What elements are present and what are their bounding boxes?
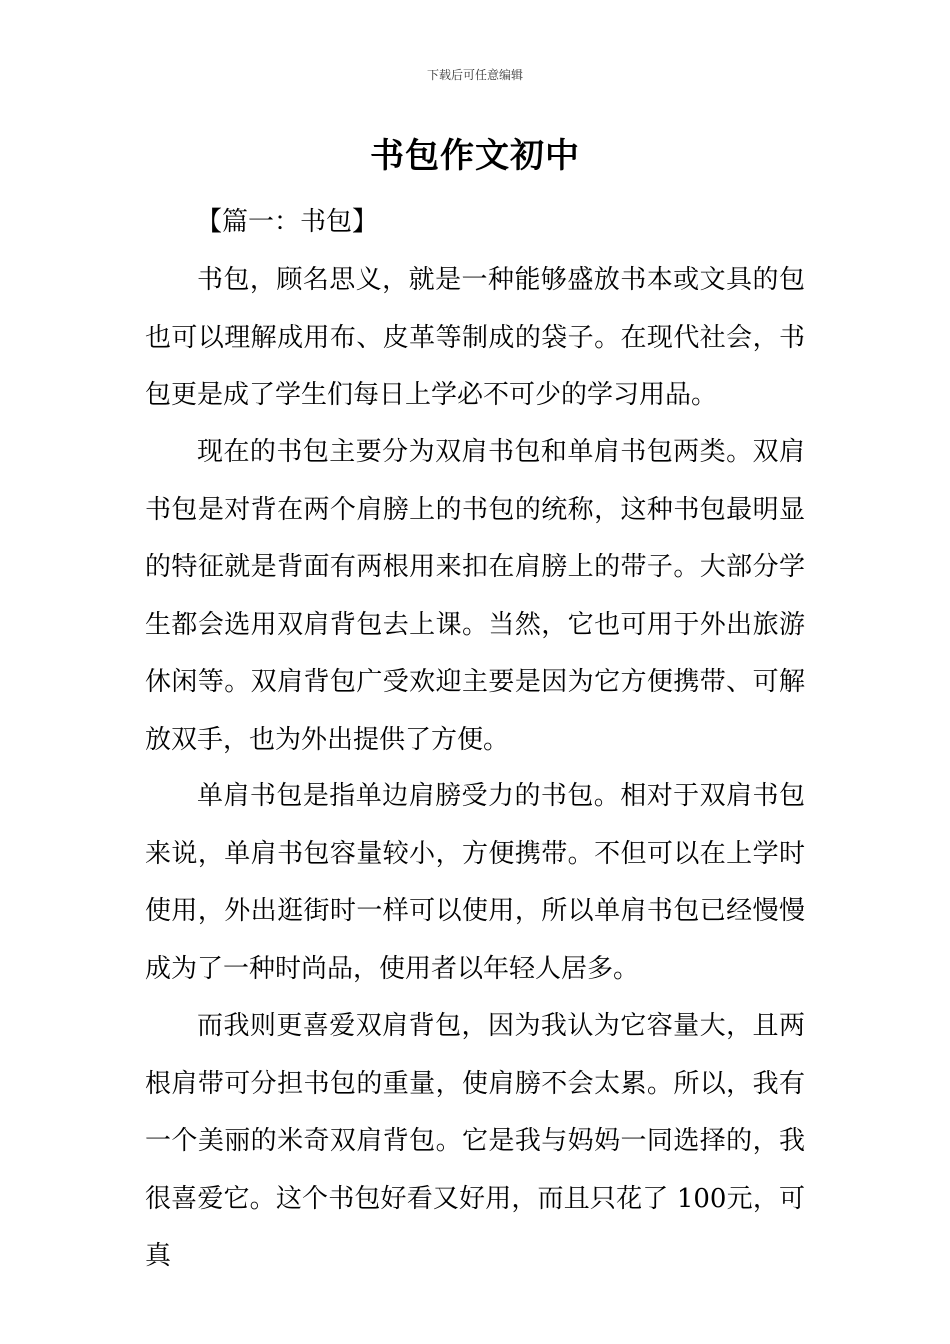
- paragraph-4: 而我则更喜爱双肩背包，因为我认为它容量大，且两根肩带可分担书包的重量，使肩膀不会太累。所以，我有一个美丽的米奇双肩背包。它是我与妈妈一同选择的，我很喜爱它。这个书包好看又好用，而且只花了 100元，可真: [145, 1011, 805, 1271]
- header-note: 下载后可任意编辑: [426, 68, 523, 82]
- page-title: 书包作文初中: [370, 136, 580, 176]
- paragraph-2: 现在的书包主要分为双肩书包和单肩书包两类。双肩书包是对背在两个肩膀上的书包的统称，这种书包最明显的特征就是背面有两根用来扣在肩膀上的带子。大部分学生都会选用双肩背包去上课。当然，它也可用于外出旅游休闲等。双肩背包广受欢迎主要是因为它方便携带、可解放双手，也为外出提供了方便。: [145, 437, 805, 755]
- paragraph-3: 单肩书包是指单边肩膀受力的书包。相对于双肩书包来说，单肩书包容量较小，方便携带。不但可以在上学时使用，外出逛街时一样可以使用，所以单肩书包已经慢慢成为了一种时尚品，使用者以年轻人居多。: [145, 781, 805, 984]
- section-heading: 【篇一：书包】: [196, 207, 379, 237]
- paragraph-1: 书包，顾名思义，就是一种能够盛放书本或文具的包也可以理解成用布、皮革等制成的袋子。在现代社会，书包更是成了学生们每日上学必不可少的学习用品。: [145, 265, 805, 410]
